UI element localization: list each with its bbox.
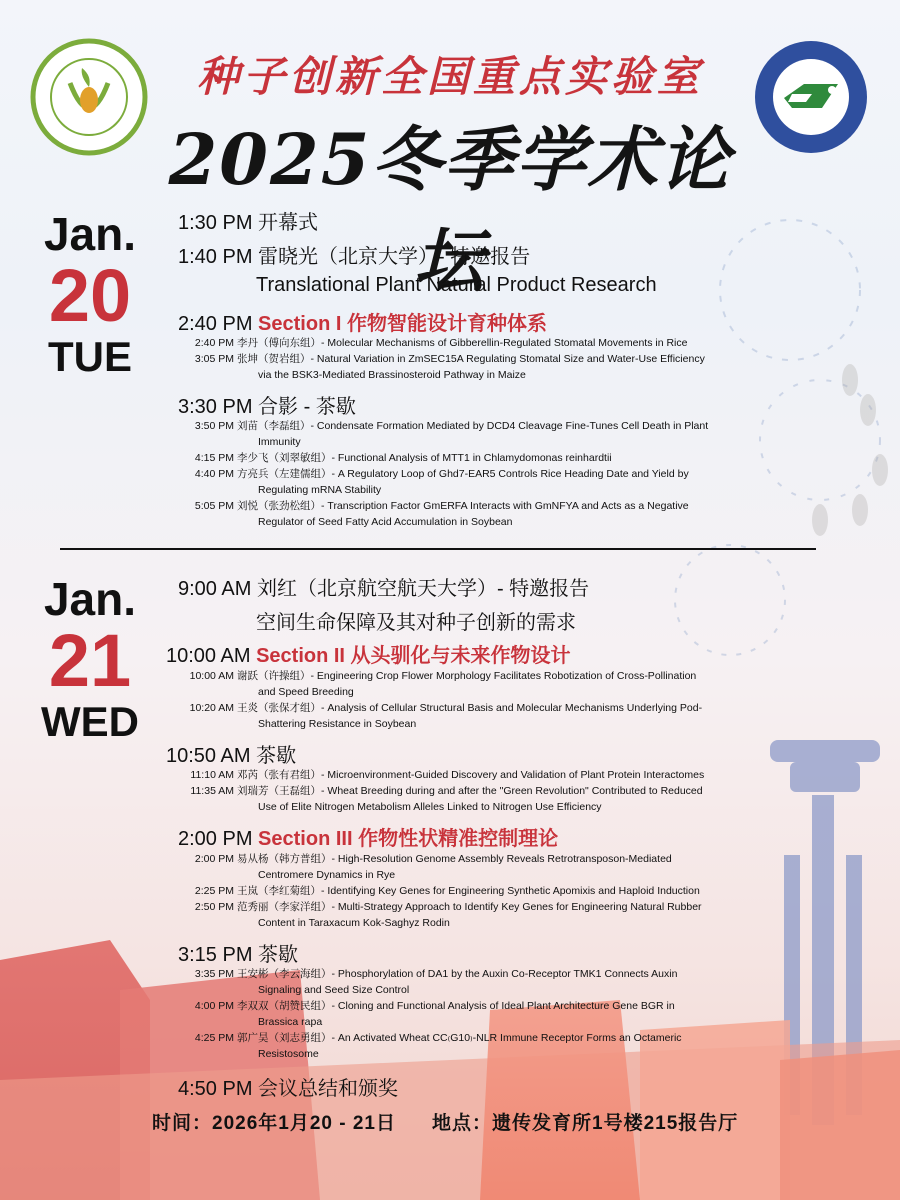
day2-break2-talks <box>178 966 798 1062</box>
section-title: Section III 作物性状精准控制理论 <box>258 828 559 850</box>
day-divider <box>60 548 816 550</box>
day2-month: Jan. <box>43 573 137 625</box>
item-time: 2:40 PM <box>178 313 253 335</box>
day2-keynote <box>178 572 589 601</box>
talk-continuation: Content in Taraxacum Kok-Saghyz Rodin <box>258 917 450 929</box>
talk-item: 5:05 PM 刘悦（张劲松组）- Transcription Factor GmERFA Interacts with GmNFYA and Acts as a Negative <box>194 500 689 512</box>
talk-continuation: Resistosome <box>258 1048 319 1060</box>
day2-break1 <box>166 739 296 768</box>
item-time: 3:30 PM <box>178 396 253 418</box>
talk-item: 11:35 AM 刘瑞芳（王磊组）- Wheat Breeding during and after the "Green Revolution" Contributed to Reduced <box>190 785 703 797</box>
day2-break1-talks <box>178 767 798 815</box>
day2-section2 <box>166 639 571 668</box>
page-subtitle: 2025冬季学术论坛 <box>168 118 732 302</box>
talk-continuation: Use of Elite Nitrogen Metabolism Alleles Linked to Nitrogen Use Efficiency <box>258 801 602 813</box>
talk-item: 2:50 PM 范秀丽（李家洋组）- Multi-Strategy Approach to Identify Key Genes for Engineering Natural Rubber <box>194 901 702 913</box>
item-time: 4:50 PM <box>178 1078 253 1100</box>
seed-lab-logo <box>30 38 148 156</box>
talk-item: 3:50 PM 刘苗（李磊组）- Condensate Formation Mediated by DCD4 Cleavage Fine-Tunes Cell Death in Plant <box>194 420 709 432</box>
talk-continuation: Brassica rapa <box>258 1016 323 1028</box>
talk-item: 4:15 PM 李少飞（刘翠敏组）- Functional Analysis of MTT1 in Chlamydomonas reinhardtii <box>194 452 612 464</box>
talk-continuation: Shattering Resistance in Soybean <box>258 718 417 730</box>
talk-continuation: via the BSK3-Mediated Brassinosteroid Pathway in Maize <box>258 369 526 381</box>
day2-sec3-talks <box>178 851 798 931</box>
item-text: 合影 - 茶歇 <box>258 396 356 418</box>
day2-date <box>20 575 160 745</box>
section-title: Section I 作物智能设计育种体系 <box>258 313 547 335</box>
section-title: Section II 从头驯化与未来作物设计 <box>256 645 571 667</box>
page-title: 种子创新全国重点实验室 <box>196 52 703 101</box>
item-time: 1:30 PM <box>178 212 253 234</box>
talk-item: 4:00 PM 李双双（胡赞民组）- Cloning and Functional Analysis of Ideal Plant Architecture Gene BGR in <box>194 1000 675 1012</box>
talk-continuation: Immunity <box>258 436 301 448</box>
talk-item: 2:00 PM 易从杨（韩方普组）- High-Resolution Genome Assembly Reveals Retrotransposon-Mediated <box>194 853 672 865</box>
talk-item: 10:20 AM 王炎（张保才组）- Analysis of Cellular Structural Basis and Molecular Mechanisms Underlying Pod- <box>189 702 703 714</box>
item-time: 9:00 AM <box>178 578 252 600</box>
talk-item: 10:00 AM 谢跃（许操组）- Engineering Crop Flower Morphology Facilitates Robotization of Cross-Pollination <box>189 670 697 682</box>
event-date-label: 时间：2026年1月20 - 21日 <box>152 1113 396 1134</box>
talk-continuation: Regulator of Seed Fatty Acid Accumulation in Soybean <box>258 516 513 528</box>
day1-item-keynote <box>178 240 530 269</box>
talk-continuation: Centromere Dynamics in Rye <box>258 869 396 881</box>
talk-item: 3:05 PM 张坤（贺岩组）- Natural Variation in ZmSEC15A Regulating Stomatal Size and Water-Use Efficiency <box>194 353 705 365</box>
item-time: 3:15 PM <box>178 944 253 966</box>
item-time: 2:00 PM <box>178 828 253 850</box>
item-text: 茶歇 <box>258 944 299 966</box>
day1-talks-b <box>178 418 798 530</box>
item-text: 开幕式 <box>258 212 319 234</box>
talk-continuation: Signaling and Seed Size Control <box>258 984 410 996</box>
item-text: 会议总结和颁奖 <box>258 1078 399 1100</box>
talk-continuation: and Speed Breeding <box>258 686 354 698</box>
institute-logo <box>752 38 870 156</box>
talk-item: 4:25 PM 郭广昊（刘志勇组）- An Activated Wheat CC₍G10₎-NLR Immune Receptor Forms an Octameric <box>194 1032 682 1044</box>
talk-item: 3:35 PM 王安彬（李云海组）- Phosphorylation of DA1 by the Auxin Co-Receptor TMK1 Connects Auxin <box>194 968 678 980</box>
item-time: 10:50 AM <box>166 745 251 767</box>
day2-weekday: WED <box>41 698 139 745</box>
talk-item: 11:10 AM 邓芮（张有君组）- Microenvironment-Guided Discovery and Validation of Plant Protein Interactomes <box>190 769 705 781</box>
item-time: 10:00 AM <box>166 645 251 667</box>
item-time: 1:40 PM <box>178 246 253 268</box>
day1-keynote-title: Translational Plant Natural Product Research <box>256 274 657 296</box>
day1-section1 <box>178 307 547 336</box>
item-text: 刘红（北京航空航天大学）- 特邀报告 <box>256 578 590 600</box>
day1-month: Jan. <box>43 208 137 260</box>
day1-day: 20 <box>48 254 132 337</box>
day1-item-opening <box>178 206 318 235</box>
talk-item: 4:40 PM 方亮兵（左建儒组）- A Regulatory Loop of Ghd7-EAR5 Controls Rice Heading Date and Yield by <box>194 468 689 480</box>
talk-item: 2:25 PM 王岚（李红菊组）- Identifying Key Genes for Engineering Synthetic Apomixis and Haploid Induction <box>194 885 700 897</box>
talk-continuation: Regulating mRNA Stability <box>258 484 382 496</box>
item-text: 雷晓光（北京大学）- 特邀报告 <box>258 246 531 268</box>
day1-photo-break <box>178 390 356 419</box>
day2-day: 21 <box>48 619 132 702</box>
day2-keynote-title: 空间生命保障及其对种子创新的需求 <box>256 612 576 634</box>
day2-closing <box>178 1072 398 1101</box>
day2-sec2-talks <box>178 668 798 732</box>
event-place-label: 地点：遗传发育所1号楼215报告厅 <box>432 1113 739 1134</box>
day1-talks-a <box>178 335 798 383</box>
day2-section3 <box>178 822 558 851</box>
day2-break2 <box>178 938 298 967</box>
day1-date <box>20 210 160 380</box>
day1-weekday: TUE <box>48 333 132 380</box>
item-text: 茶歇 <box>256 745 297 767</box>
talk-item: 2:40 PM 李丹（傅向东组）- Molecular Mechanisms of Gibberellin-Regulated Stomatal Movements in Rice <box>194 337 688 349</box>
